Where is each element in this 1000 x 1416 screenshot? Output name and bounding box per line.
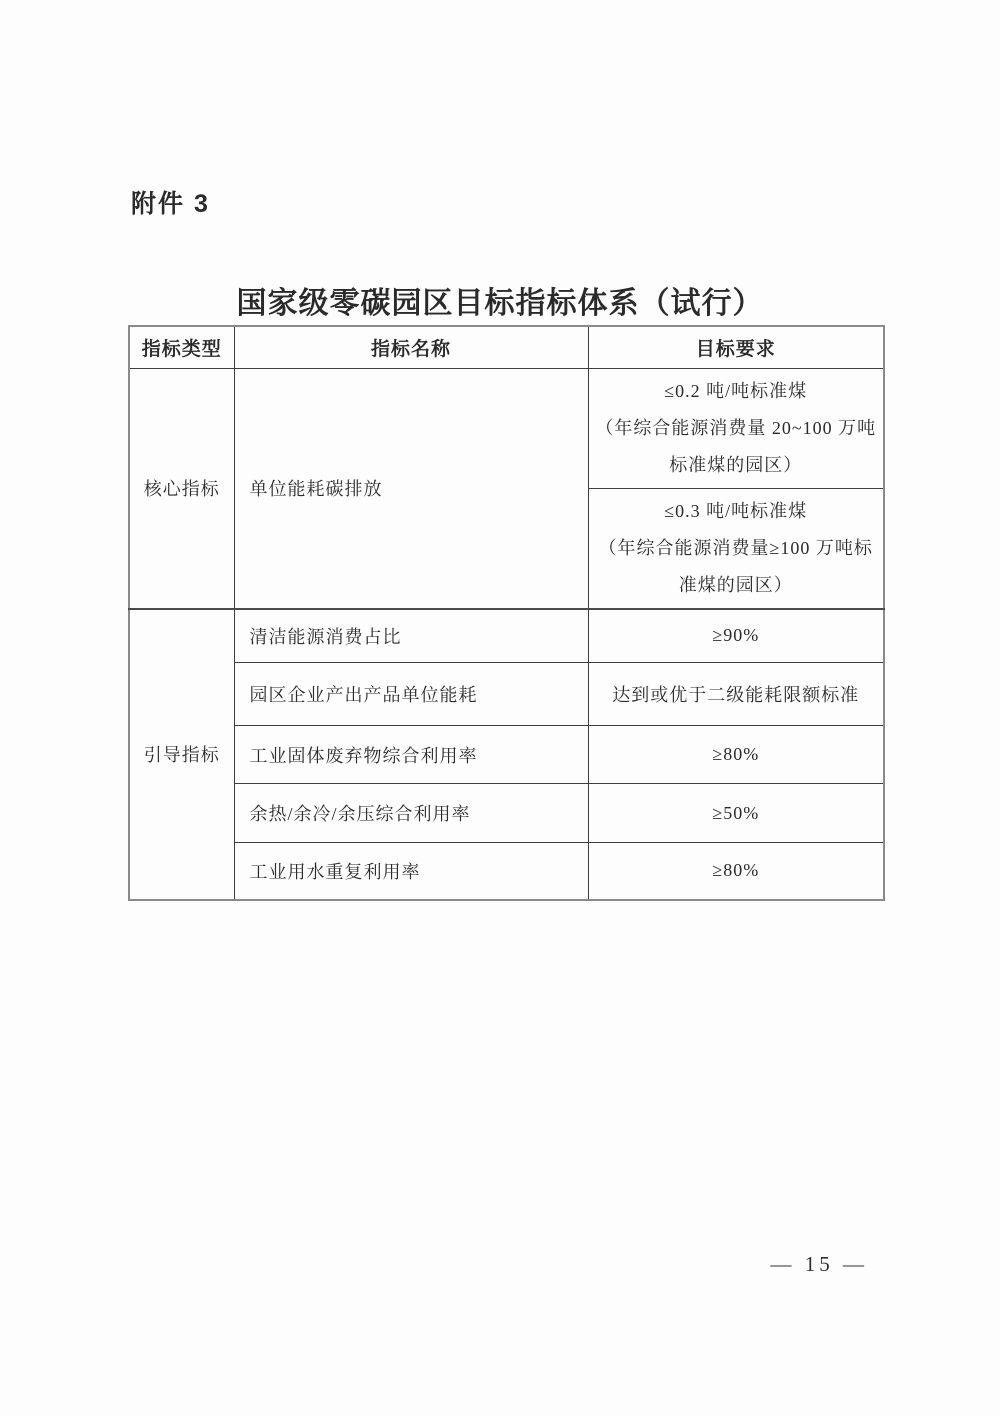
guiding-row-1-name: 清洁能源消费占比 (234, 609, 588, 663)
core-indicator-name: 单位能耗碳排放 (234, 368, 588, 609)
guiding-row-5-target: ≥80% (588, 843, 884, 900)
guiding-row-waste-heat (129, 784, 884, 843)
core-target-2-text (589, 489, 884, 608)
core-indicator-type-label: 核心指标 (129, 368, 234, 609)
guiding-row-water-reuse (129, 843, 884, 900)
header-indicator-type: 指标类型 (129, 326, 234, 368)
core-target-cell-2 (588, 488, 884, 609)
core-target-cell-1 (588, 368, 884, 488)
core-target-1-line-2: （年综合能源消费量 20~100 万吨 (595, 417, 877, 438)
core-target-1-text (589, 369, 884, 488)
guiding-row-4-target: ≥50% (588, 784, 884, 843)
guiding-row-clean-energy (129, 609, 884, 663)
core-indicator-row (129, 368, 884, 488)
guiding-row-1-target: ≥90% (588, 609, 884, 663)
core-target-1-line-1: ≤0.2 吨/吨标准煤 (664, 380, 808, 401)
guiding-row-5-name: 工业用水重复利用率 (234, 843, 588, 900)
guiding-row-2-name: 园区企业产出产品单位能耗 (234, 663, 588, 726)
guiding-row-4-name: 余热/余冷/余压综合利用率 (234, 784, 588, 843)
guiding-indicator-type-label: 引导指标 (129, 609, 234, 900)
page-number: — 15 — (770, 1252, 868, 1276)
table-header-row (129, 326, 884, 368)
guiding-row-3-target: ≥80% (588, 726, 884, 784)
indicator-table (128, 325, 885, 901)
header-indicator-name: 指标名称 (234, 326, 588, 368)
guiding-row-3-name: 工业固体废弃物综合利用率 (234, 726, 588, 784)
core-target-1-line-3: 标准煤的园区） (669, 454, 803, 475)
core-target-2-line-1: ≤0.3 吨/吨标准煤 (664, 500, 808, 521)
guiding-row-unit-energy (129, 663, 884, 726)
document-title: 国家级零碳园区目标指标体系（试行） (236, 287, 764, 320)
core-target-2-line-3: 准煤的园区） (678, 574, 793, 595)
guiding-row-2-target: 达到或优于二级能耗限额标准 (588, 663, 884, 726)
attachment-label: 附件 3 (131, 190, 210, 218)
core-target-2-line-2: （年综合能源消费量≥100 万吨标 (598, 537, 873, 558)
header-target-requirement: 目标要求 (588, 326, 884, 368)
guiding-row-solid-waste (129, 726, 884, 784)
